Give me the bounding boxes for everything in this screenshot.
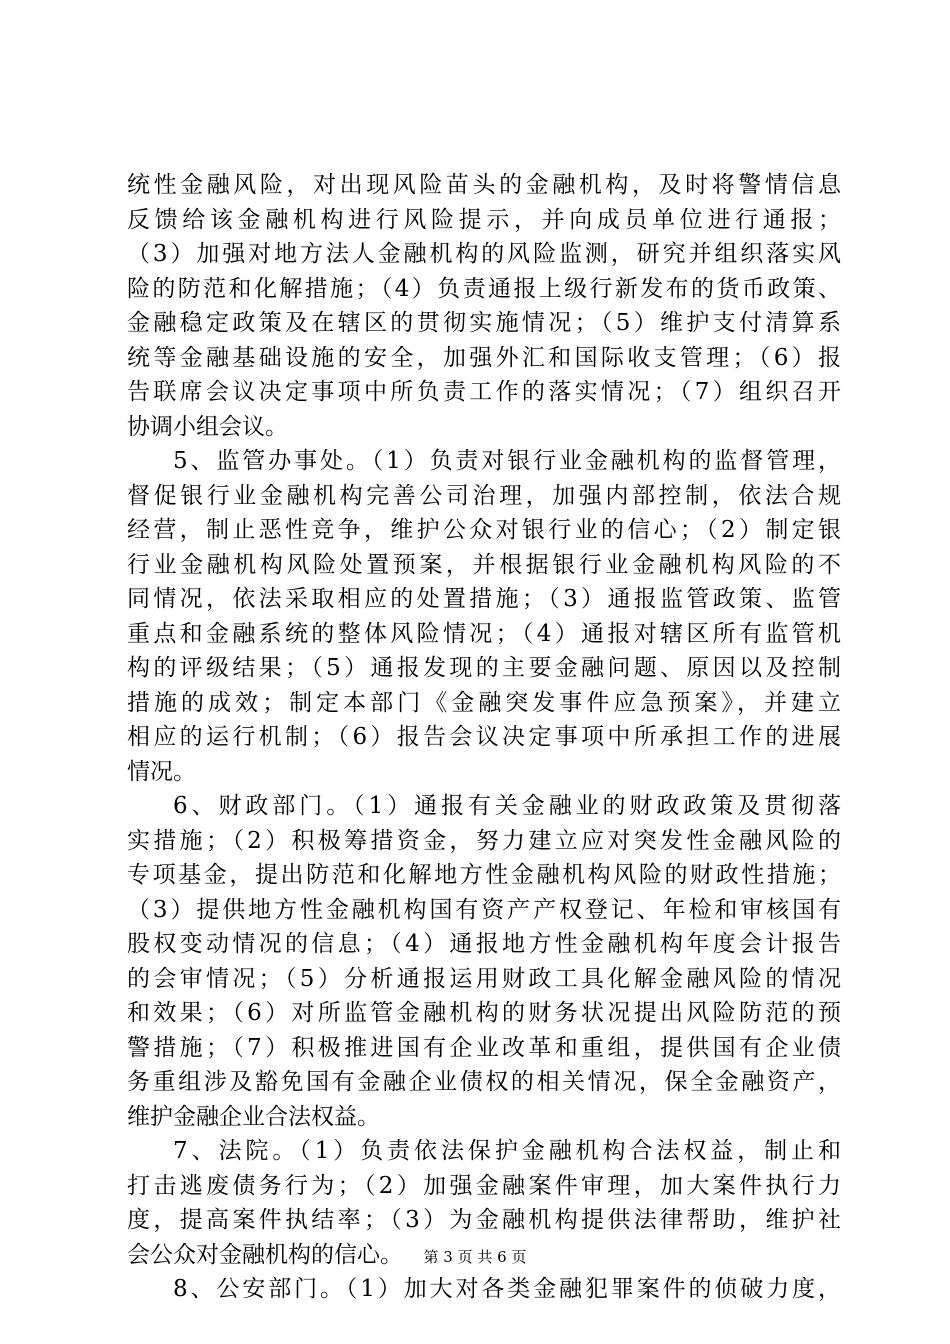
text-line: 告联席会议决定事项中所负责工作的落实情况；（7）组织召开 (127, 379, 841, 405)
text-line: 打击逃废债务行为；（2）加强金融案件审理，加大案件执行力 (127, 1172, 841, 1199)
text-line: 和效果；（6）对所监管金融机构的财务状况提出风险防范的预 (127, 1000, 841, 1026)
text-line: 会公众对金融机构的信心。 (127, 1241, 403, 1268)
text-line: 险的防范和化解措施；（4）负责通报上级行新发布的货币政策、 (127, 275, 841, 302)
text-line: （3）提供地方性金融机构国有资产产权登记、年检和审核国有 (127, 896, 841, 923)
text-line: （3）加强对地方法人金融机构的风险监测，研究并组织落实风 (127, 241, 841, 267)
text-line: 专项基金，提出防范和化解地方性金融机构风险的财政性措施； (127, 862, 841, 888)
paragraph-start-line: 6、财政部门。（1）通报有关金融业的财政政策及贯彻落 (173, 793, 841, 819)
paragraph-start-line: 5、监管办事处。（1）负责对银行业金融机构的监督管理， (173, 448, 841, 474)
text-line: 务重组涉及豁免国有金融企业债权的相关情况，保全金融资产， (127, 1069, 841, 1095)
text-line: 统性金融风险，对出现风险苗头的金融机构，及时将警情信息 (127, 172, 841, 198)
text-line: 督促银行业金融机构完善公司治理，加强内部控制，依法合规 (127, 482, 841, 509)
text-line: 协调小组会议。 (127, 413, 288, 440)
text-line: 构的评级结果；（5）通报发现的主要金融问题、原因以及控制 (127, 655, 841, 681)
text-line: 经营，制止恶性竞争，维护公众对银行业的信心；（2）制定银 (127, 517, 841, 543)
text-line: 重点和金融系统的整体风险情况；（4）通报对辖区所有监管机 (127, 620, 841, 647)
text-line: 情况。 (127, 758, 196, 785)
text-line: 实措施；（2）积极筹措资金，努力建立应对突发性金融风险的 (127, 827, 841, 854)
text-line: 统等金融基础设施的安全，加强外汇和国际收支管理；（6）报 (127, 344, 841, 371)
text-line: 反馈给该金融机构进行风险提示，并向成员单位进行通报； (127, 206, 841, 233)
text-line: 维护金融企业合法权益。 (127, 1103, 380, 1130)
text-line: 措施的成效；制定本部门《金融突发事件应急预案》，并建立 (127, 689, 841, 716)
text-line: 同情况，依法采取相应的处置措施；（3）通报监管政策、监管 (127, 586, 841, 612)
paragraph-start-line: 8、公安部门。（1）加大对各类金融犯罪案件的侦破力度， (173, 1276, 841, 1302)
text-line: 度，提高案件执结率；（3）为金融机构提供法律帮助，维护社 (127, 1207, 841, 1233)
text-line: 金融稳定政策及在辖区的贯彻实施情况；（5）维护支付清算系 (127, 310, 841, 336)
page-number-footer: 第 3 页 共 6 页 (423, 1248, 527, 1266)
document-body (127, 168, 841, 1307)
paragraph-start-line: 7、法院。（1）负责依法保护金融机构合法权益，制止和 (173, 1138, 841, 1164)
text-line: 的会审情况；（5）分析通报运用财政工具化解金融风险的情况 (127, 965, 841, 992)
text-line: 股权变动情况的信息；（4）通报地方性金融机构年度会计报告 (127, 931, 841, 957)
text-line: 相应的运行机制；（6）报告会议决定事项中所承担工作的进展 (127, 724, 841, 750)
text-line: 行业金融机构风险处置预案，并根据银行业金融机构风险的不 (127, 551, 841, 578)
text-line: 警措施；（7）积极推进国有企业改革和重组，提供国有企业债 (127, 1034, 841, 1061)
